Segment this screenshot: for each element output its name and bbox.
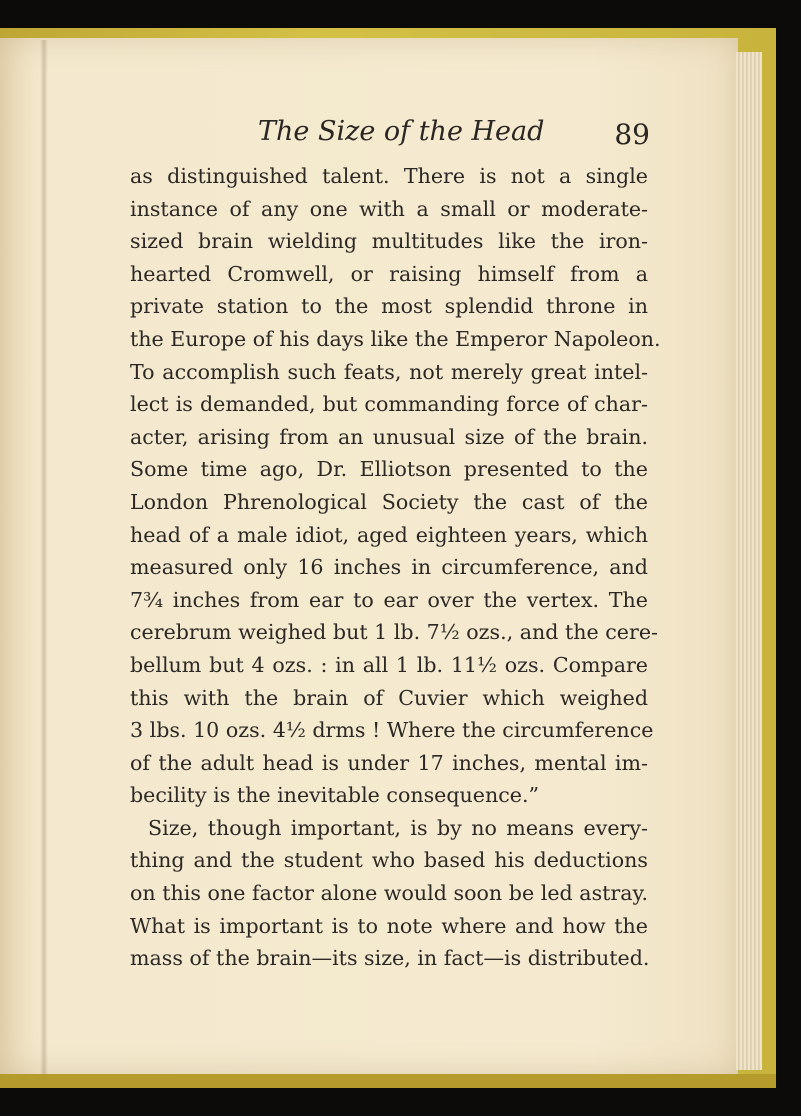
text-line: acter, arising from an unusual size of the brain.	[130, 424, 648, 449]
paragraph	[130, 812, 648, 975]
text-line: cerebrum weighed but 1 lb. 7½ ozs., and the cere-	[130, 620, 658, 645]
text-line: sized brain wielding multitudes like the iron-	[130, 229, 648, 254]
page-gutter	[40, 40, 48, 1074]
text-line: head of a male idiot, aged eighteen years, which	[130, 522, 648, 547]
page-number: 89	[614, 118, 650, 151]
text-line: Some time ago, Dr. Elliotson presented to the	[130, 457, 648, 482]
text-line: lect is demanded, but commanding force of char-	[130, 392, 648, 417]
text-line: mass of the brain—its size, in fact—is distributed.	[130, 946, 650, 971]
text-line: London Phrenological Society the cast of the	[130, 489, 648, 514]
text-line: measured only 16 inches in circumference, and	[130, 555, 648, 580]
text-line: private station to the most splendid throne in	[130, 294, 648, 319]
page-stack-edges	[736, 52, 762, 1070]
text-line: instance of any one with a small or moderate-	[130, 196, 648, 221]
text-line: becility is the inevitable consequence.”	[130, 783, 540, 808]
book-cover-edge	[0, 1074, 776, 1088]
text-line: on this one factor alone would soon be led astray.	[130, 881, 648, 906]
body-text	[130, 160, 661, 975]
text-line: the Europe of his days like the Emperor Napoleon.	[130, 326, 661, 351]
text-line: as distinguished talent. There is not a single	[130, 164, 648, 188]
text-line: hearted Cromwell, or raising himself from a	[130, 261, 648, 286]
text-line: To accomplish such feats, not merely great intel-	[130, 359, 648, 384]
text-line: Size, though important, is by no means every-	[148, 815, 648, 840]
text-line: 7¾ inches from ear to ear over the vertex. The	[130, 587, 648, 612]
text-line: this with the brain of Cuvier which weighed	[130, 685, 648, 710]
running-title: The Size of the Head	[258, 116, 545, 147]
text-line: 3 lbs. 10 ozs. 4½ drms ! Where the circumference	[130, 718, 654, 743]
text-line: bellum but 4 ozs. : in all 1 lb. 11½ ozs. Compare	[130, 652, 648, 677]
text-line: What is important is to note where and how the	[130, 913, 648, 938]
paragraph	[130, 160, 661, 812]
text-line: of the adult head is under 17 inches, mental im-	[130, 750, 648, 775]
page-header	[130, 112, 650, 162]
text-line: thing and the student who based his deductions	[130, 848, 648, 873]
